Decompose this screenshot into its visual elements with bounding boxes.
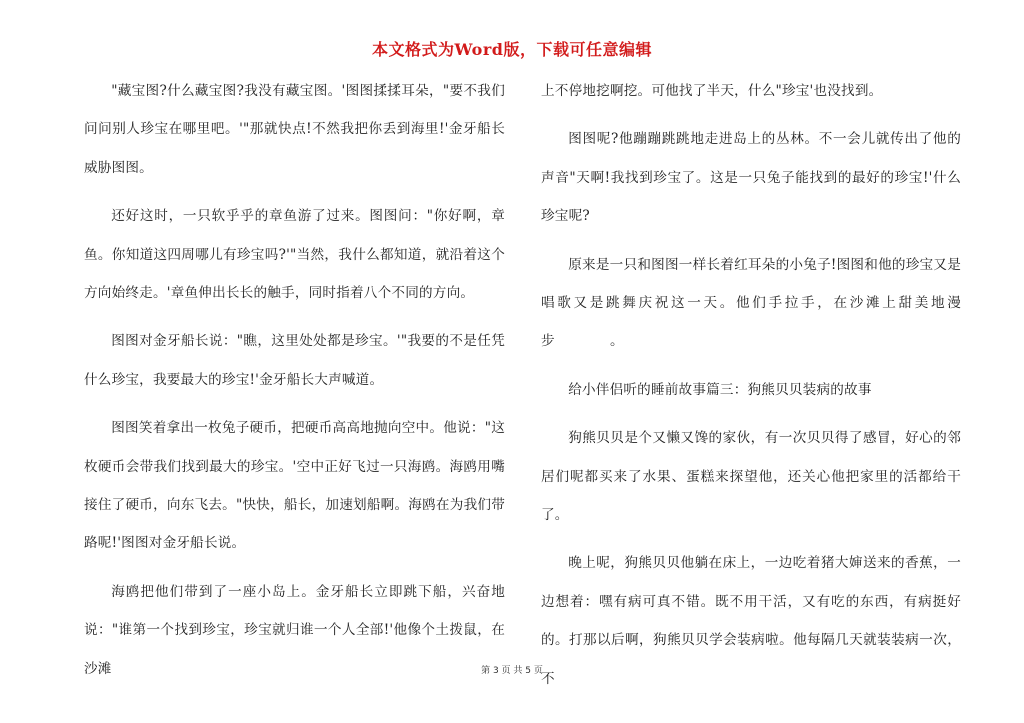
paragraph: 狗熊贝贝是个又懒又馋的家伙，有一次贝贝得了感冒，好心的邻居们呢都买来了水果、蛋糕来探望他，还关心他把家里的活都给干了。 xyxy=(541,430,961,524)
paragraph: 图图对金牙船长说："瞧，这里处处都是珍宝。'"我要的不是任凭什么珍宝，我要最大的珍宝!'金牙船长大声喊道。 xyxy=(84,333,505,388)
page-header: 本文格式为Word版，下载可任意编辑 xyxy=(372,40,652,59)
paragraph: "藏宝图?什么藏宝图?我没有藏宝图。'图图揉揉耳朵，"要不我们问问别人珍宝在哪里吧。'"那就快点!不然我把你丢到海里!'金牙船长威胁图图。 xyxy=(84,83,505,176)
paragraph: 还好这时，一只软乎乎的章鱼游了过来。图图问："你好啊，章鱼。你知道这四周哪儿有珍宝吗?'"当然，我什么都知道，就沿着这个方向始终走。'章鱼伸出长长的触手，同时指着八个不同的方向。 xyxy=(84,208,505,302)
paragraph: 上不停地挖啊挖。可他找了半天，什么"珍宝'也没找到。 xyxy=(541,83,883,99)
paragraph: 原来是一只和图图一样长着红耳朵的小兔子!图图和他的珍宝又是唱歌又是跳舞庆祝这一天。他们手拉手，在沙滩上甜美地漫步 。 xyxy=(541,256,961,350)
left-column xyxy=(84,72,505,688)
paragraph: 图图笑着拿出一枚兔子硬币，把硬币高高地抛向空中。他说："这枚硬币会带我们找到最大的珍宝。'空中正好飞过一只海鸥。海鸥用嘴接住了硬币，向东飞去。"快快，船长，加速划船啊。海鸥在为我们带路呢!'图图对金牙船长说。 xyxy=(84,420,505,552)
paragraph: 海鸥把他们带到了一座小岛上。金牙船长立即跳下船，兴奋地说："谁第一个找到珍宝，珍宝就归谁一个人全部!'他像个土拨鼠，在沙滩 xyxy=(84,583,505,677)
section-title: 给小伴侣听的睡前故事篇三：狗熊贝贝装病的故事 xyxy=(568,381,872,398)
paragraph: 图图呢?他蹦蹦跳跳地走进岛上的丛林。不一会儿就传出了他的声音"天啊!我找到珍宝了。这是一只兔子能找到的最好的珍宝!'什么珍宝呢? xyxy=(541,131,961,225)
right-column xyxy=(541,72,961,698)
paragraph: 晚上呢，狗熊贝贝他躺在床上，一边吃着猪大婶送来的香蕉，一边想着：嘿有病可真不错。既不用干活，又有吃的东西，有病挺好的。打那以后啊，狗熊贝贝学会装病啦。他每隔几天就装装病一次，不 xyxy=(541,555,961,687)
page-number: 第 3 页 共 5 页 xyxy=(481,666,543,676)
